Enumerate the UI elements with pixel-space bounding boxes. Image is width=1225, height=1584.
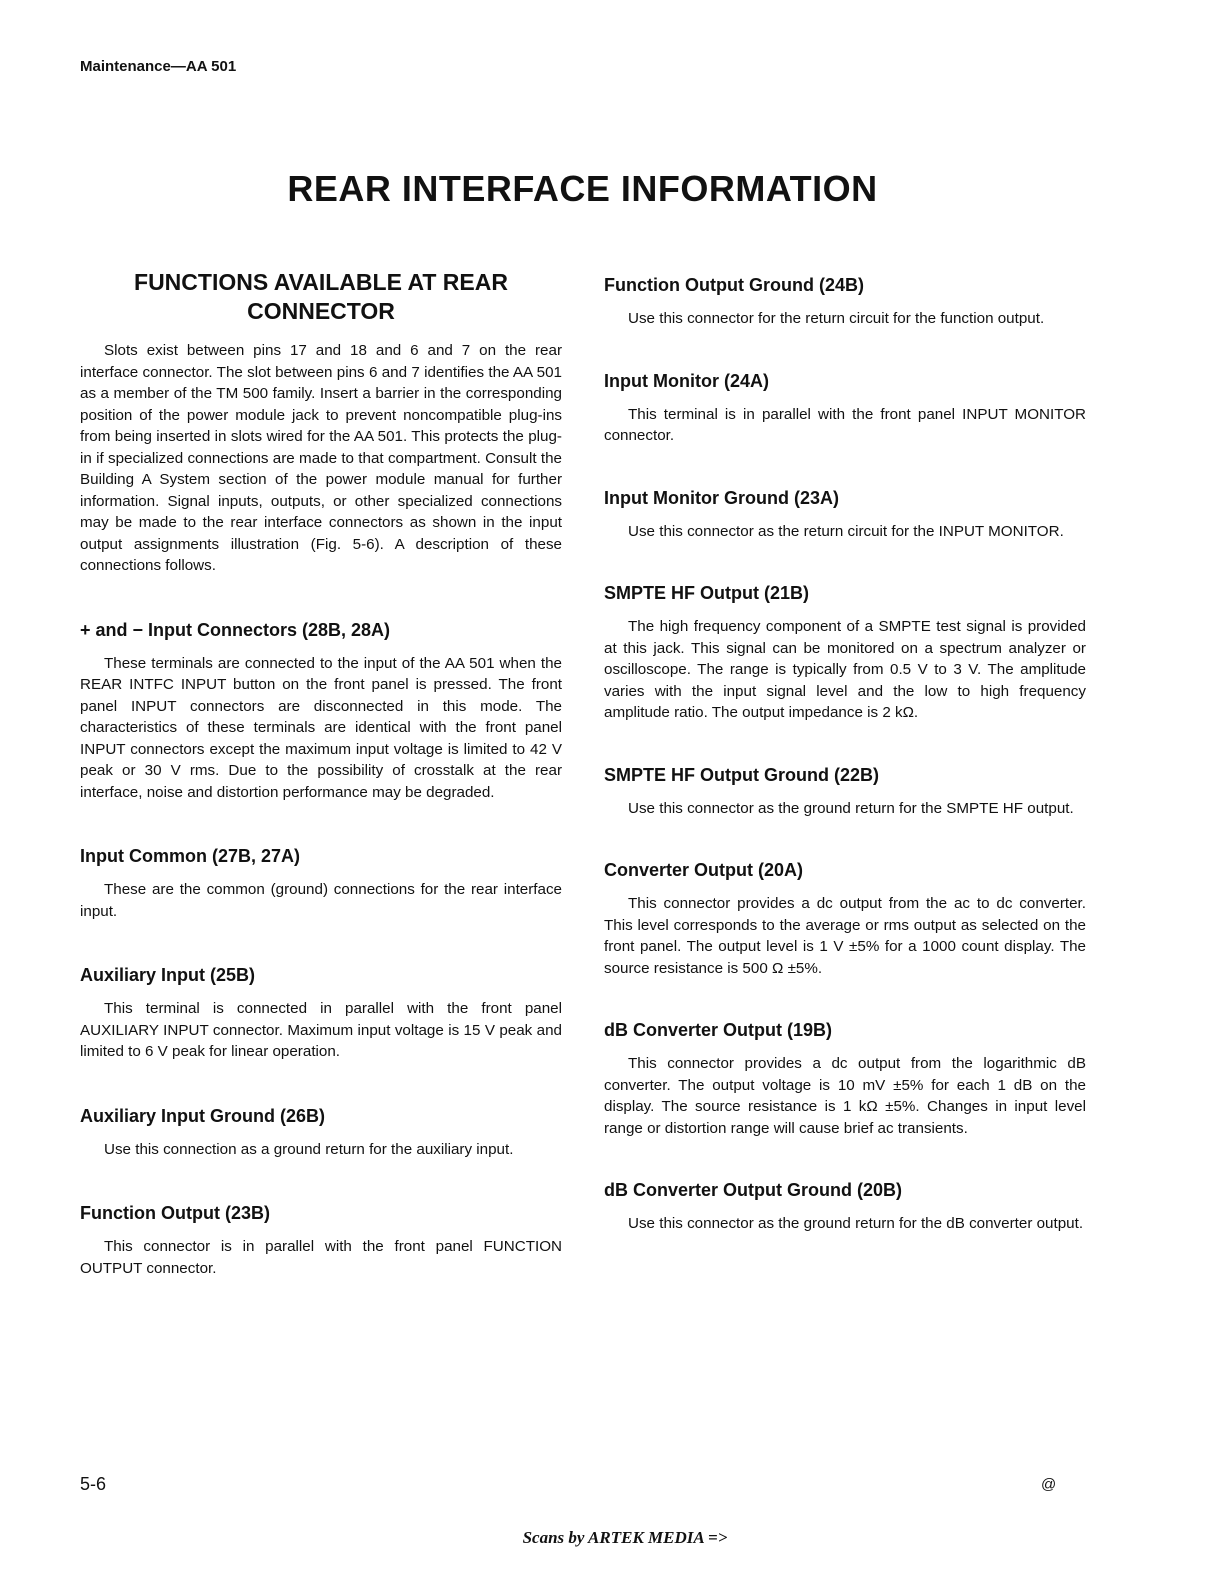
subsection-title-smpte-hf-output-ground: SMPTE HF Output Ground (22B) [604,764,879,785]
subsection-text-db-converter-output: This connector provides a dc output from the logarithmic dB converter. The output voltage is 10 mV ±5% for each 1 dB on the display. The source resistance is 1 kΩ ±5%. Changes in input level range or distortion range will cause brief ac transients. [604,1055,1086,1137]
subsection-text-db-converter-output-ground: Use this connector as the ground return for the dB converter output. [628,1215,1084,1232]
subsection-title-input-connectors: + and − Input Connectors (28B, 28A) [80,619,391,640]
subsection-title-input-common: Input Common (27B, 27A) [80,846,301,866]
subsection-title-smpte-hf-output: SMPTE HF Output (21B) [604,583,809,603]
subsection-text-smpte-hf-output: The high frequency component of a SMPTE test signal is provided at this jack. This signal can be monitored on a spectrum analyzer or oscilloscope. The range is typically from 0.5 V to 3 V. The amplitude varies with the input signal level and the low to high frequency amplitude ratio. The output impedance is 2 kΩ. [604,618,1086,721]
subsection-title-converter-output: Converter Output (20A) [604,860,804,880]
subsection-title-function-output-ground: Function Output Ground (24B) [604,275,864,295]
right-column [604,274,1086,1265]
section-heading: FUNCTIONS AVAILABLE AT REAR CONNECTOR [134,269,508,324]
subsection-text-function-output-ground: Use this connector for the return circuit for the function output. [628,310,1045,327]
scan-credit: Scans by ARTEK MEDIA => [522,1528,728,1547]
left-column [80,268,562,1309]
subsection-text-auxiliary-input: This terminal is connected in parallel with the front panel AUXILIARY INPUT connector. Maximum input voltage is 15 V peak and limited to 6 V peak for linear operation. [80,1000,562,1060]
page-title: REAR INTERFACE INFORMATION [287,168,878,209]
subsection-title-auxiliary-input: Auxiliary Input (25B) [80,965,256,985]
subsection-title-input-monitor: Input Monitor (24A) [604,370,769,391]
subsection-text-input-common: These are the common (ground) connections for the rear interface input. [80,881,562,920]
running-header: Maintenance—AA 501 [80,58,237,75]
subsection-text-converter-output: This connector provides a dc output from the ac to dc converter. This level corresponds to the average or rms output as selected on the front panel. The output level is 1 V ±5% for a 1000 count display. The source resistance is 500 Ω ±5%. [604,895,1086,977]
subsection-text-input-monitor-ground: Use this connector as the return circuit for the INPUT MONITOR. [628,522,1064,540]
subsection-text-input-monitor: This terminal is in parallel with the front panel INPUT MONITOR connector. [604,405,1086,444]
intro-paragraph: Slots exist between pins 17 and 18 and 6 and 7 on the rear interface connector. The slot between pins 6 and 7 identifies the AA 501 as a member of the TM 500 family. Insert a barrier in the corresponding position of the power module jack to prevent noncompatible plug-ins from being inserted in slots wired for the AA 501. This protects the plug-in if specialized connections are made to that compartment. Consult the Building A System section of the power module manual for further information. Signal inputs, outputs, or other specialized connections may be made to the rear interface connectors as shown in the input output assignments illustration (Fig. 5-6). A description of these connections follows. [80,342,562,574]
subsection-title-function-output: Function Output (23B) [80,1203,270,1223]
subsection-text-smpte-hf-output-ground: Use this connector as the ground return for the SMPTE HF output. [628,799,1074,817]
subsection-text-function-output: This connector is in parallel with the front panel FUNCTION OUTPUT connector. [80,1238,562,1277]
subsection-title-input-monitor-ground: Input Monitor Ground (23A) [604,487,839,508]
subsection-title-db-converter-output: dB Converter Output (19B) [604,1020,833,1040]
subsection-title-auxiliary-input-ground: Auxiliary Input Ground (26B) [80,1105,326,1126]
subsection-text-auxiliary-input-ground: Use this connection as a ground return for the auxiliary input. [104,1140,514,1158]
subsection-title-db-converter-output-ground: dB Converter Output Ground (20B) [604,1180,902,1200]
copyright-mark: @ [1041,1476,1057,1493]
subsection-text-input-connectors: These terminals are connected to the input of the AA 501 when the REAR INTFC INPUT button on the front panel is pressed. The front panel INPUT connectors are disconnected in this mode. The characteristics of these terminals are identical with the front panel INPUT connectors except the maximum input voltage is limited to 42 V peak or 30 V rms. Due to the possibility of crosstalk at the rear interface, noise and distortion performance may be degraded. [80,654,562,801]
page-number: 5-6 [80,1474,107,1494]
